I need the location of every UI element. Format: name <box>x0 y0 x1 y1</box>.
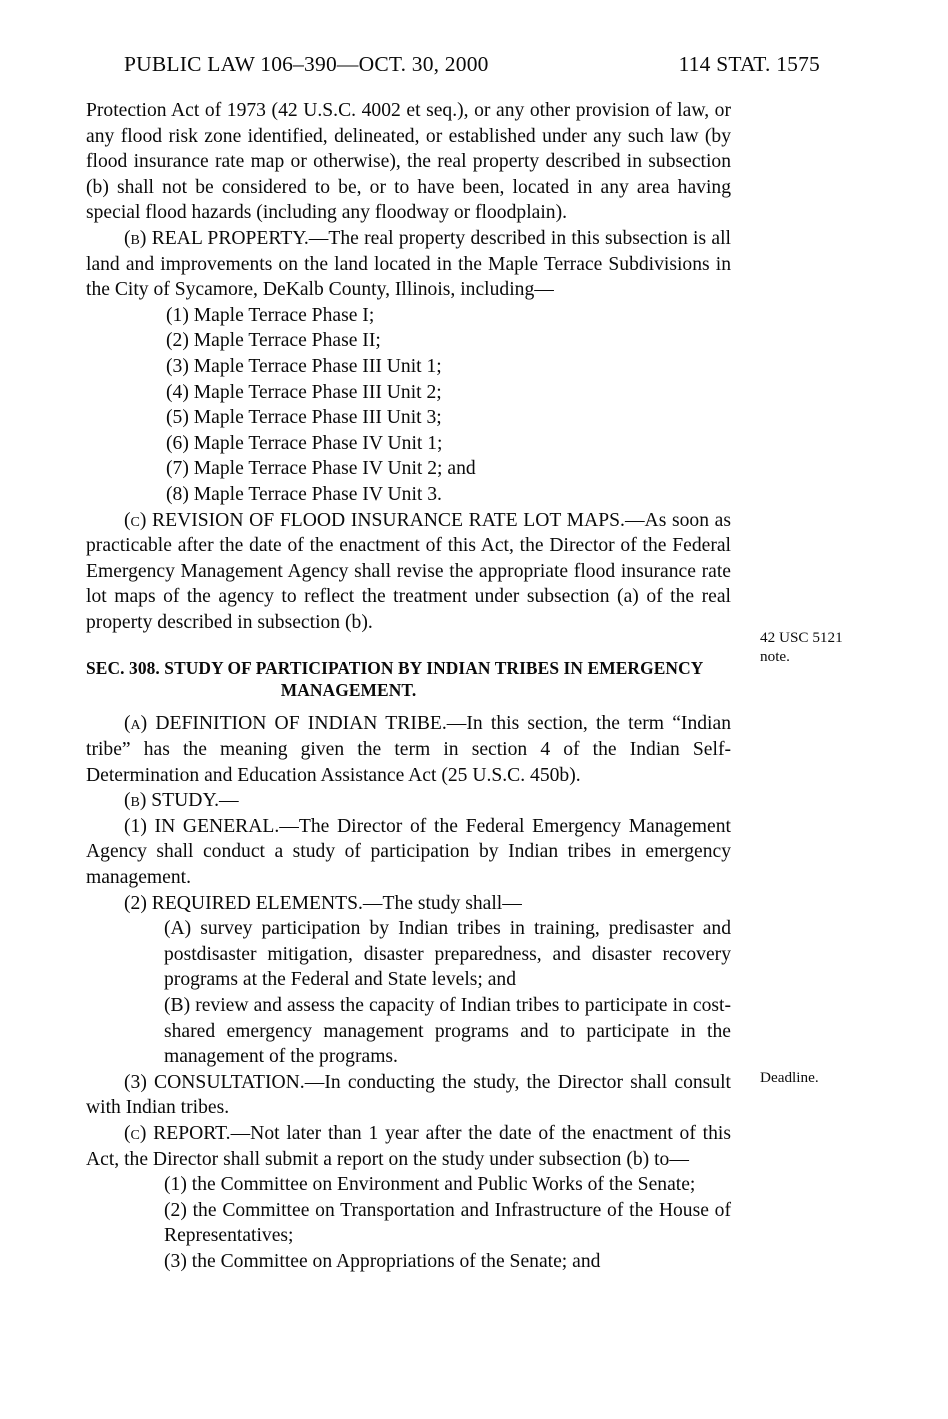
section-308-heading-line2: MANAGEMENT. <box>280 680 417 701</box>
sec308-b2-label: (2) REQUIRED ELEMENTS. <box>124 892 363 914</box>
sec308-b1-text: —The Director of the Federal Emergency Management Agency shall conduct a study of participation by Indian tribes in emergency management. <box>86 815 731 889</box>
margin-note-usc-line1: 42 USC 5121 <box>760 629 843 646</box>
sec308-c-label: (c) REPORT. <box>124 1122 231 1144</box>
sec308-b1-label: (1) IN GENERAL. <box>124 815 280 837</box>
sec308-a-text: —In this section, the term “Indian tribe” has the meaning given the term in section 4 of the Indian Self-Determination and Education Assistance Act (25 U.S.C. 450b). <box>86 713 731 786</box>
paragraph-b <box>86 226 731 303</box>
sec308-b3-text: —In conducting the study, the Director shall consult with Indian tribes. <box>86 1071 731 1119</box>
sec308-b-paragraph-1 <box>86 814 731 891</box>
sec308-b3-label: (3) CONSULTATION. <box>124 1071 305 1093</box>
sec308-b-paragraph-3 <box>86 1070 731 1121</box>
list-item: (4) Maple Terrace Phase III Unit 2; <box>166 381 442 403</box>
list-item: (7) Maple Terrace Phase IV Unit 2; and <box>166 458 476 480</box>
sec308-subsection-c <box>86 1121 731 1172</box>
sec308-c-text: —Not later than 1 year after the date of the enactment of this Act, the Director shall submit a report on the study under subsection (b) to— <box>86 1122 731 1170</box>
sec308-b2-subparagraph-b: (B) review and assess the capacity of Indian tribes to participate in cost-shared emergency management programs and to participate in the management of the programs. <box>164 995 731 1068</box>
list-item: (3) Maple Terrace Phase III Unit 1; <box>166 355 442 377</box>
sec308-c-item-1: (1) the Committee on Environment and Public Works of the Senate; <box>164 1174 696 1196</box>
paragraph-b-text: —The real property described in this subsection is all land and improvements on the land located in the Maple Terrace Subdivisions in the City of Sycamore, DeKalb County, Illinois, including— <box>86 227 732 301</box>
sec308-b-label: (b) STUDY.— <box>124 790 239 812</box>
sec308-subsection-a <box>86 711 731 788</box>
paragraph-b-label: (b) REAL PROPERTY. <box>124 227 309 249</box>
list-item: (6) Maple Terrace Phase IV Unit 1; <box>166 432 443 454</box>
section-308-heading <box>86 657 731 701</box>
sec308-b2-subparagraph-a: (A) survey participation by Indian tribes in training, predisaster and postdisaster mitigation, disaster preparedness, and disaster recovery programs at the Federal and State levels; and <box>164 918 731 991</box>
sec308-a-label: (a) DEFINITION OF INDIAN TRIBE. <box>124 713 447 735</box>
margin-note-usc-line2: note. <box>760 648 790 665</box>
list-item: (8) Maple Terrace Phase IV Unit 3. <box>166 483 442 505</box>
paragraph-a-continued: Protection Act of 1973 (42 U.S.C. 4002 et seq.), or any other provision of law, or any flood risk zone identified, delineated, or established under any such law (by flood insurance rate map or otherwise), the real property described in subsection (b) shall not be considered to be, or to have been, located in any area having special flood hazards (including any floodway or floodplain). <box>86 100 731 224</box>
header-stat-citation: 114 STAT. 1575 <box>678 52 820 76</box>
list-item: (5) Maple Terrace Phase III Unit 3; <box>166 407 442 429</box>
sec308-c-item-3: (3) the Committee on Appropriations of the Senate; and <box>164 1250 601 1272</box>
list-item: (2) Maple Terrace Phase II; <box>166 330 381 352</box>
header-law-citation: PUBLIC LAW 106–390—OCT. 30, 2000 <box>124 52 489 76</box>
sec308-b2-text: —The study shall— <box>362 892 522 914</box>
section-308-heading-line1: SEC. 308. STUDY OF PARTICIPATION BY INDIAN TRIBES IN EMERGENCY <box>86 658 704 679</box>
paragraph-c-text: —As soon as practicable after the date of the enactment of this Act, the Director of the Federal Emergency Management Agency shall revise the appropriate flood insurance rate lot maps of the agency to reflect the treatment under subsection (a) of the real property described in subsection (b). <box>86 509 731 633</box>
page-header <box>0 52 948 77</box>
margin-note-deadline: Deadline. <box>760 1069 819 1086</box>
list-item: (1) Maple Terrace Phase I; <box>166 304 375 326</box>
sec308-b-paragraph-2 <box>86 891 731 917</box>
sec308-subsection-b <box>86 788 731 814</box>
margin-note-usc-citation <box>760 628 843 666</box>
sec308-c-item-2: (2) the Committee on Transportation and Infrastructure of the House of Representatives; <box>164 1199 731 1247</box>
paragraph-c-label: (c) REVISION OF FLOOD INSURANCE RATE LOT MAPS. <box>124 509 625 531</box>
paragraph-c <box>86 508 731 636</box>
page-body <box>86 98 731 1275</box>
